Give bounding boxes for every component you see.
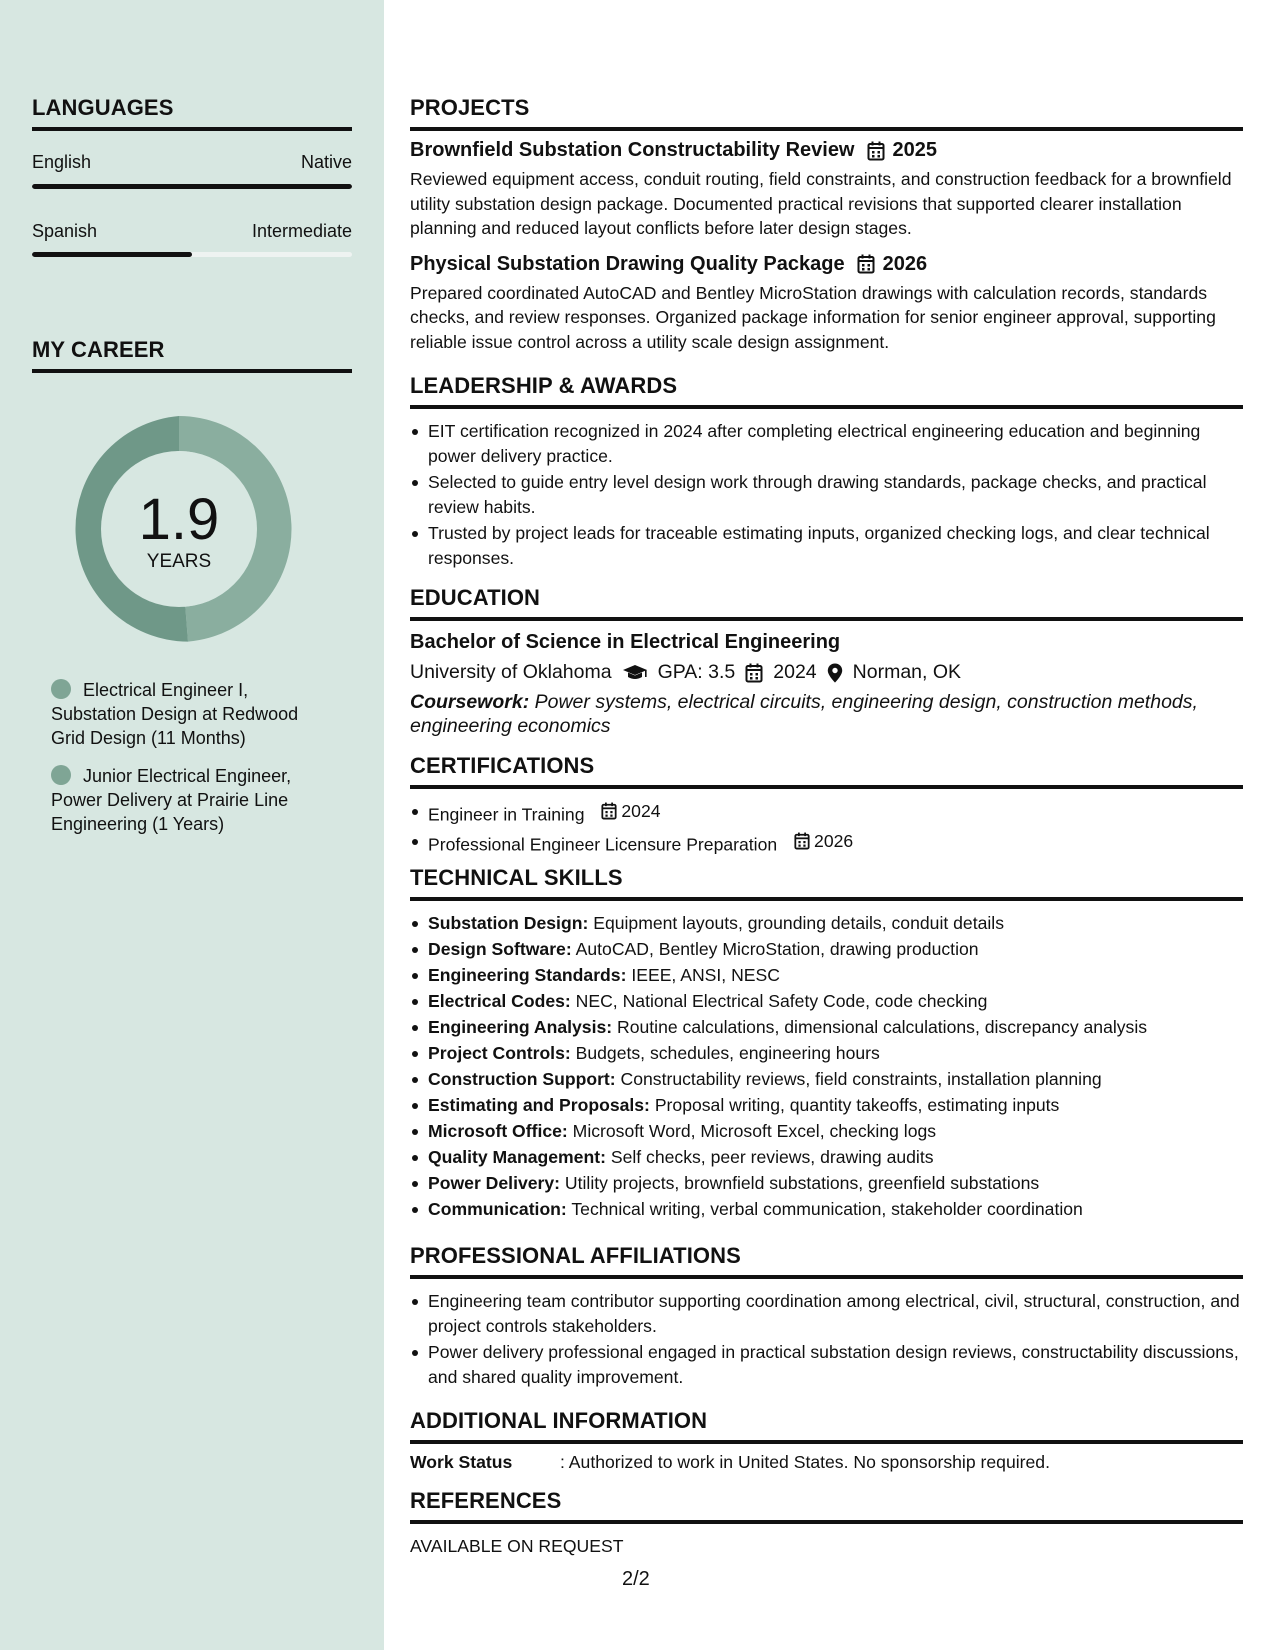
skill-label: Engineering Analysis: xyxy=(428,1017,613,1037)
degree: Bachelor of Science in Electrical Engineering xyxy=(410,631,841,653)
skill-value: Self checks, peer reviews, drawing audits xyxy=(610,1147,934,1167)
skill-item xyxy=(410,1093,1243,1118)
affiliations-heading: PROFESSIONAL AFFILIATIONS xyxy=(410,1243,1243,1279)
skill-label: Design Software: xyxy=(428,939,572,959)
calendar-icon xyxy=(601,802,617,820)
skill-value: Routine calculations, dimensional calculations, discrepancy analysis xyxy=(617,1017,1148,1037)
career-item xyxy=(51,678,321,750)
skill-label: Estimating and Proposals: xyxy=(428,1095,650,1115)
work-status-label: Work Status xyxy=(410,1452,513,1472)
coursework-label: Coursework: xyxy=(410,691,530,713)
skill-label: Communication: xyxy=(428,1199,567,1219)
calendar-icon xyxy=(857,254,875,274)
career-dot-icon xyxy=(51,679,71,699)
language-level: Intermediate xyxy=(251,221,352,241)
project-year: 2026 xyxy=(882,252,928,275)
career-heading: MY CAREER xyxy=(32,337,352,373)
affiliation-item: Engineering team contributor supporting coordination among electrical, civil, structural, construction, and project controls stakeholders. xyxy=(410,1289,1243,1338)
language-name: Spanish xyxy=(32,221,98,241)
leadership-item: Trusted by project leads for traceable estimating inputs, organized checking logs, and clear technical responses. xyxy=(410,521,1243,570)
career-list xyxy=(51,678,321,850)
location-pin-icon xyxy=(827,663,843,683)
skill-value: IEEE, ANSI, NESC xyxy=(631,965,780,985)
calendar-icon xyxy=(867,141,885,161)
graduation-year: 2024 xyxy=(773,661,817,683)
graduation-cap-icon xyxy=(622,664,648,682)
skill-value: Equipment layouts, grounding details, conduit details xyxy=(593,913,1004,933)
certifications-heading: CERTIFICATIONS xyxy=(410,753,1243,789)
certification-name: Professional Engineer Licensure Preparation xyxy=(428,834,778,854)
certification-date xyxy=(589,799,660,824)
skill-value: Microsoft Word, Microsoft Excel, checking logs xyxy=(572,1121,937,1141)
project-title-row xyxy=(410,139,1243,162)
skill-label: Substation Design: xyxy=(428,913,589,933)
career-years-value: 1.9 xyxy=(138,487,220,552)
additional-info-heading: ADDITIONAL INFORMATION xyxy=(410,1408,1243,1444)
skill-item xyxy=(410,1145,1243,1170)
project-name: Physical Substation Drawing Quality Package xyxy=(410,252,845,275)
page-number: 2/2 xyxy=(622,1568,650,1590)
calendar-icon xyxy=(794,832,810,850)
languages-heading: LANGUAGES xyxy=(32,95,352,131)
skill-item xyxy=(410,1015,1243,1040)
skill-item xyxy=(410,963,1243,988)
leadership-section xyxy=(410,373,1243,570)
career-item xyxy=(51,764,321,836)
skill-label: Construction Support: xyxy=(428,1069,616,1089)
certification-date xyxy=(782,829,853,854)
career-item-text: Electrical Engineer I, Substation Design at Redwood Grid Design (11 Months) xyxy=(51,680,299,748)
skill-item xyxy=(410,1041,1243,1066)
skill-item xyxy=(410,937,1243,962)
project-title-row xyxy=(410,253,1243,276)
skill-value: Budgets, schedules, engineering hours xyxy=(575,1043,880,1063)
references-heading: REFERENCES xyxy=(410,1488,1243,1524)
skill-value: AutoCAD, Bentley MicroStation, drawing production xyxy=(575,939,979,959)
language-bar-fill xyxy=(32,252,192,257)
certification-item xyxy=(410,799,1243,827)
skill-item xyxy=(410,989,1243,1014)
education-heading: EDUCATION xyxy=(410,585,1243,621)
certification-year: 2026 xyxy=(814,830,854,851)
additional-info-section xyxy=(410,1408,1243,1473)
coursework-text: Power systems, electrical circuits, engineering design, construction methods, engineering economics xyxy=(410,691,1198,737)
skills-list xyxy=(410,911,1243,1222)
skill-value: NEC, National Electrical Safety Code, code checking xyxy=(575,991,988,1011)
certifications-section xyxy=(410,753,1243,857)
skill-label: Project Controls: xyxy=(428,1043,571,1063)
project-description: Prepared coordinated AutoCAD and Bentley MicroStation drawings with calculation records, standards checks, and review responses. Organized package information for senior engineer approval, supporting reliable issue control across a utility scale design assignment. xyxy=(410,282,1216,352)
sidebar xyxy=(0,0,384,1650)
skill-value: Proposal writing, quantity takeoffs, estimating inputs xyxy=(654,1095,1060,1115)
skill-item xyxy=(410,1119,1243,1144)
certification-name: Engineer in Training xyxy=(428,804,585,825)
affiliations-section xyxy=(410,1243,1243,1389)
language-level: Native xyxy=(300,152,352,172)
references-section xyxy=(410,1488,1243,1557)
skills-section xyxy=(410,865,1243,1223)
skill-item xyxy=(410,911,1243,936)
skill-label: Power Delivery: xyxy=(428,1173,561,1193)
leadership-item: Selected to guide entry level design work through drawing standards, package checks, and practical review habits. xyxy=(410,470,1243,519)
leadership-heading: LEADERSHIP & AWARDS xyxy=(410,373,1243,409)
career-years-unit: YEARS xyxy=(146,551,212,572)
skill-label: Quality Management: xyxy=(428,1147,606,1167)
projects-section xyxy=(410,95,1243,354)
leadership-item: EIT certification recognized in 2024 after completing electrical engineering education and beginning power delivery practice. xyxy=(410,419,1243,468)
skill-item xyxy=(410,1067,1243,1092)
skills-heading: TECHNICAL SKILLS xyxy=(410,865,1243,901)
affiliation-item: Power delivery professional engaged in practical substation design reviews, constructability discussions, and shared quality improvement. xyxy=(410,1340,1243,1389)
affiliations-list xyxy=(410,1289,1243,1389)
language-name: English xyxy=(32,152,92,172)
certification-item xyxy=(410,829,1243,857)
skill-item xyxy=(410,1171,1243,1196)
project-description: Reviewed equipment access, conduit routing, field constraints, and construction feedback for a brownfield utility substation design package. Documented practical revisions that supported clearer installation planning and reduced layout conflicts before later design stages. xyxy=(410,169,1232,238)
career-dot-icon xyxy=(51,765,71,785)
language-bar-english xyxy=(32,184,352,189)
work-status-row xyxy=(410,1452,1243,1473)
education-section xyxy=(410,585,1243,738)
school-name: University of Oklahoma xyxy=(410,661,612,683)
references-text: AVAILABLE ON REQUEST xyxy=(410,1536,624,1556)
coursework xyxy=(410,690,1243,738)
skill-label: Electrical Codes: xyxy=(428,991,571,1011)
calendar-icon xyxy=(745,663,763,683)
leadership-list xyxy=(410,419,1243,570)
career-item-text: Junior Electrical Engineer, Power Delivery at Prairie Line Engineering (1 Years) xyxy=(51,766,292,834)
education-details xyxy=(410,661,1243,684)
project-name: Brownfield Substation Constructability Review xyxy=(410,139,855,161)
location: Norman, OK xyxy=(852,661,962,683)
work-status-value: : Authorized to work in United States. No sponsorship required. xyxy=(560,1452,1050,1472)
skill-value: Constructability reviews, field constraints, installation planning xyxy=(620,1069,1102,1089)
projects-heading: PROJECTS xyxy=(410,95,1243,131)
gpa: GPA: 3.5 xyxy=(657,661,736,683)
skill-label: Engineering Standards: xyxy=(428,965,627,985)
language-row-spanish xyxy=(32,221,352,242)
certifications-list xyxy=(410,799,1243,857)
skill-label: Microsoft Office: xyxy=(428,1121,568,1141)
skill-value: Technical writing, verbal communication, stakeholder coordination xyxy=(571,1199,1083,1219)
skill-item xyxy=(410,1197,1243,1222)
language-row-english xyxy=(32,152,352,173)
language-bar-spanish xyxy=(32,252,352,257)
certification-year: 2024 xyxy=(621,801,661,821)
project-year: 2025 xyxy=(892,139,937,161)
language-bar-fill xyxy=(32,184,352,189)
skill-value: Utility projects, brownfield substations, greenfield substations xyxy=(564,1173,1040,1193)
